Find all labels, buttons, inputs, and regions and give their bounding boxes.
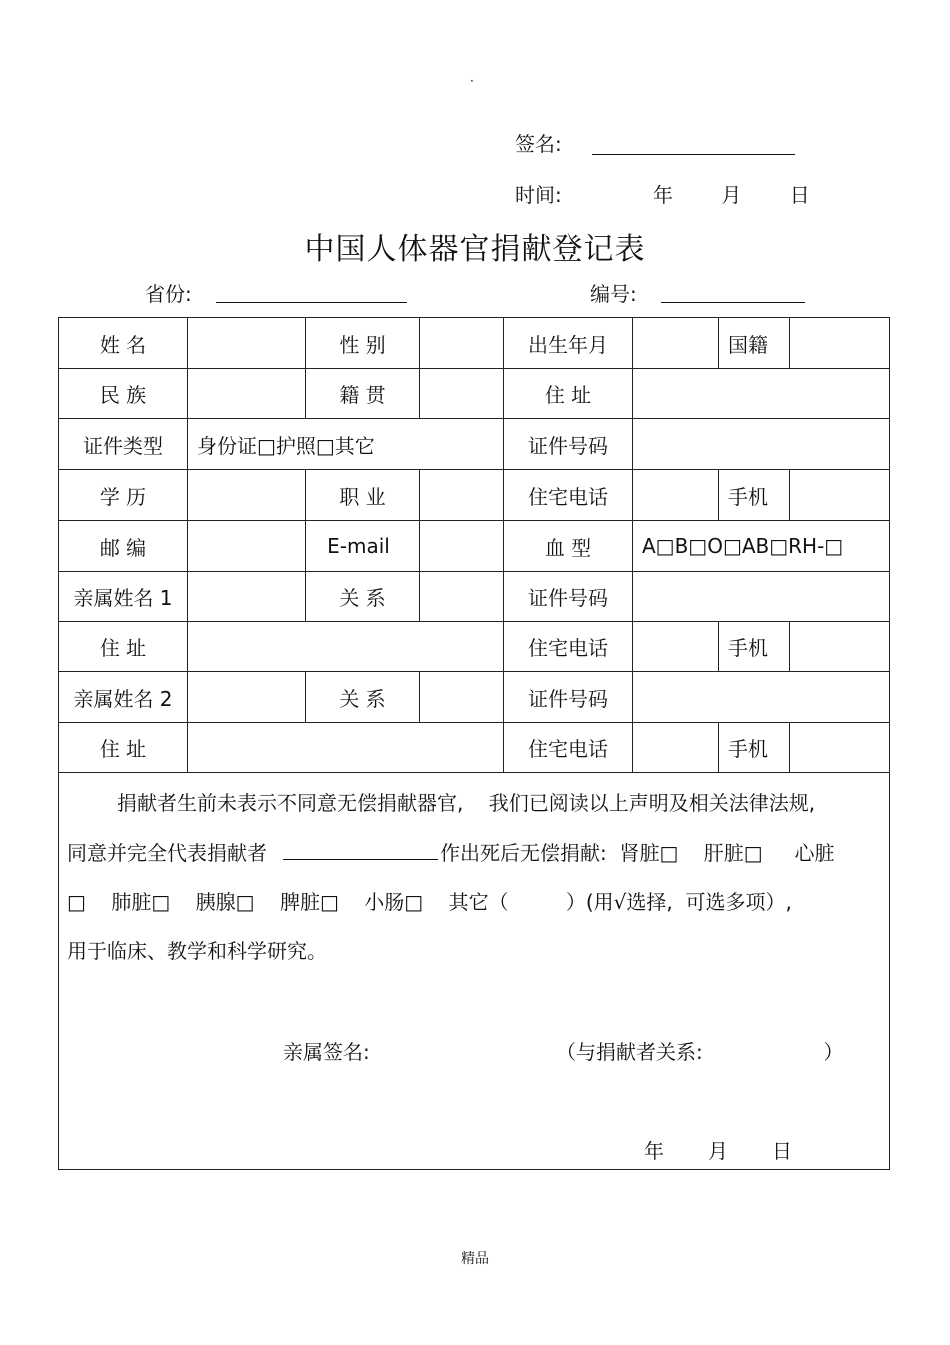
registration-table [58,317,890,1170]
province-label: 省份: [145,282,192,306]
id-type-options[interactable]: 身份证□护照□其它 [188,419,504,470]
decl-date-month: 月 [708,1139,728,1163]
top-dot: · [470,74,474,88]
relative2-mobile-field[interactable] [790,723,889,773]
id-number-label: 证件号码 [504,419,633,470]
relative1-home-phone-label: 住宅电话 [504,622,633,672]
declaration-line-2 [67,837,834,866]
relative1-label: 亲属姓名 1 [59,572,188,622]
relative2-home-phone-field[interactable] [633,723,719,773]
nationality-field[interactable] [790,318,889,369]
decl-date-day: 日 [772,1139,792,1163]
mobile-label: 手机 [719,470,790,521]
relative1-address-label: 住 址 [59,622,188,672]
relative1-home-phone-field[interactable] [633,622,719,672]
gender-label: 性 别 [306,318,420,369]
footer-text: 精品 [461,1251,489,1267]
declaration-line-2-start: 同意并完全代表捐献者 [67,841,267,865]
relative2-mobile-label: 手机 [719,723,790,773]
declaration-date [644,1135,792,1164]
relative2-field[interactable] [188,672,306,723]
relative2-label: 亲属姓名 2 [59,672,188,723]
ethnicity-label: 民 族 [59,369,188,419]
signature-label: 签名: [515,132,562,156]
decl-date-year: 年 [644,1139,664,1163]
mobile-field[interactable] [790,470,889,521]
native-place-label: 籍 贯 [306,369,420,419]
id-number-field[interactable] [633,419,889,470]
ethnicity-field[interactable] [188,369,306,419]
time-label: 时间: [515,183,562,207]
relative2-home-phone-label: 住宅电话 [504,723,633,773]
occupation-field[interactable] [420,470,504,521]
name-label: 姓 名 [59,318,188,369]
relation2-field[interactable] [420,672,504,723]
relative1-id-field[interactable] [633,572,889,622]
relative2-id-label: 证件号码 [504,672,633,723]
relation1-label: 关 系 [306,572,420,622]
education-label: 学 历 [59,470,188,521]
relative2-address-field[interactable] [188,723,504,773]
gender-field[interactable] [420,318,504,369]
blood-type-options[interactable]: A□B□O□AB□RH-□ [633,521,889,572]
address-field[interactable] [633,369,889,419]
id-type-label: 证件类型 [59,419,188,470]
home-phone-field[interactable] [633,470,719,521]
email-field[interactable] [420,521,504,572]
relative1-address-field[interactable] [188,622,504,672]
postcode-label: 邮 编 [59,521,188,572]
blood-type-label: 血 型 [504,521,633,572]
email-label: E-mail [306,521,420,572]
nationality-label: 国籍 [719,318,790,369]
declaration-line-1: 捐献者生前未表示不同意无偿捐献器官, 我们已阅读以上声明及相关法律法规, [117,791,816,815]
donor-representative-field[interactable] [283,841,438,860]
address-label: 住 址 [504,369,633,419]
birth-label: 出生年月 [504,318,633,369]
number-field[interactable] [661,302,805,303]
relative1-mobile-label: 手机 [719,622,790,672]
relative1-id-label: 证件号码 [504,572,633,622]
home-phone-label: 住宅电话 [504,470,633,521]
top-date [653,179,810,208]
signature-field[interactable] [592,154,795,155]
birth-field[interactable] [633,318,719,369]
occupation-label: 职 业 [306,470,420,521]
relation1-field[interactable] [420,572,504,622]
native-place-field[interactable] [420,369,504,419]
declaration-line-3: □ 肺脏□ 胰腺□ 脾脏□ 小肠□ 其它（ ）(用√选择, 可选多项）, [67,890,792,914]
number-label: 编号: [590,282,637,306]
postcode-field[interactable] [188,521,306,572]
relative1-field[interactable] [188,572,306,622]
relative-signature-label: 亲属签名: [283,1040,370,1064]
relative2-id-field[interactable] [633,672,889,723]
date-day: 日 [789,183,810,207]
name-field[interactable] [188,318,306,369]
date-month: 月 [721,183,742,207]
relative1-mobile-field[interactable] [790,622,889,672]
relation2-label: 关 系 [306,672,420,723]
page-title: 中国人体器官捐献登记表 [304,232,646,267]
declaration-section [59,773,889,1169]
date-year: 年 [653,183,673,207]
relation-note: （与捐献者关系: ） [556,1040,844,1064]
declaration-line-4: 用于临床、教学和科学研究。 [67,939,327,963]
education-field[interactable] [188,470,306,521]
relative2-address-label: 住 址 [59,723,188,773]
declaration-line-2-end: 作出死后无偿捐献: 肾脏□ 肝脏□ 心脏 [440,841,835,865]
province-field[interactable] [216,302,407,303]
